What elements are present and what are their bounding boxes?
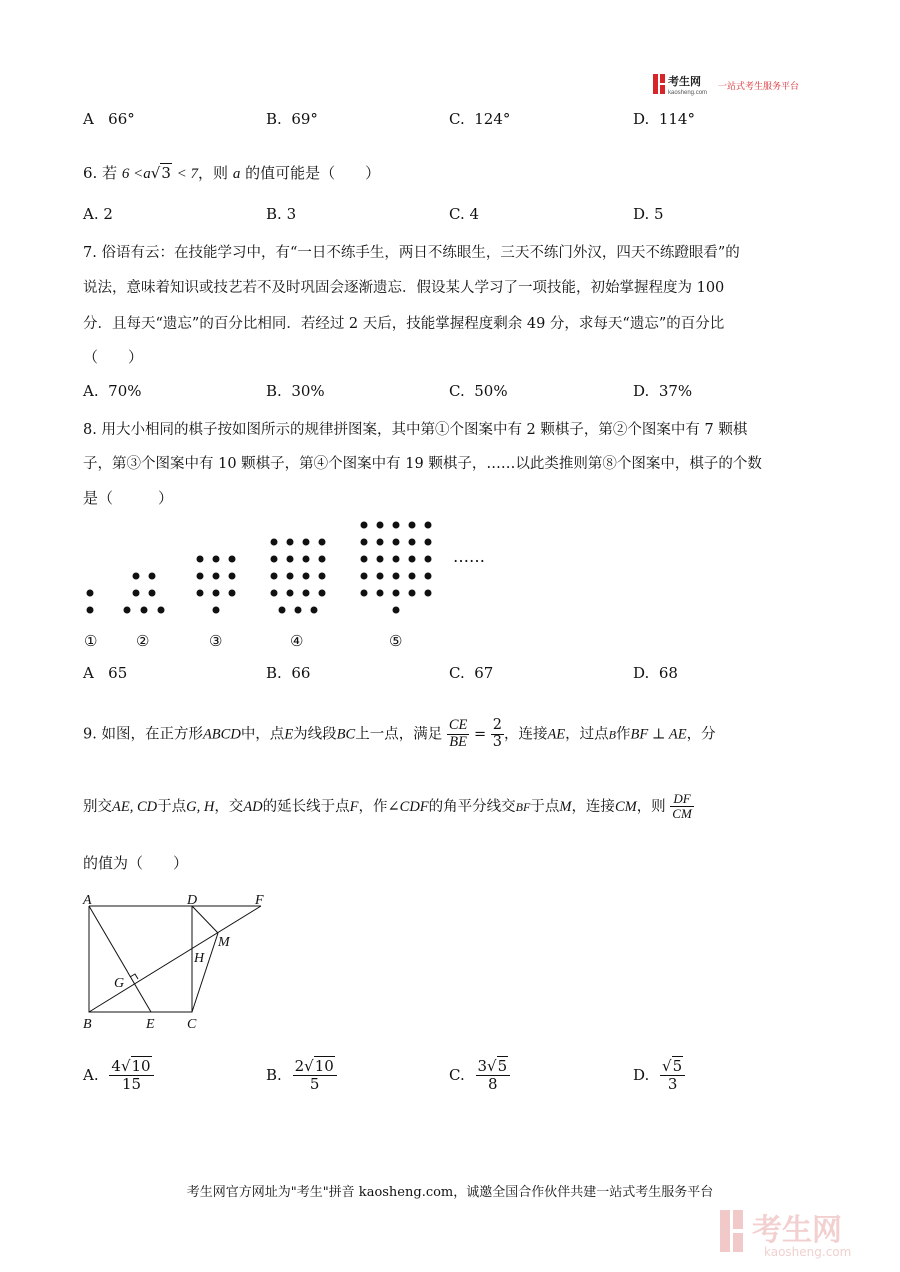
q6-option-d[interactable]: D. 5 <box>633 205 664 223</box>
q8-option-b[interactable]: B. 66 <box>266 664 311 682</box>
header-logo <box>652 72 817 98</box>
q9-geometry-figure <box>78 888 278 1036</box>
q7-option-c[interactable]: C. 50% <box>449 382 508 400</box>
q5-option-d[interactable]: D. 114° <box>633 110 695 128</box>
q6-option-b[interactable]: B. 3 <box>266 205 297 223</box>
label-b: B <box>83 1017 92 1032</box>
q7-line-1: 7. 俗语有云：在技能学习中，有“一日不练手生，两日不练眼生，三天不练门外汉，四天不练蹬眼看”的 <box>83 245 740 261</box>
footer-text: 考生网官方网址为"考生"拼音 kaosheng.com，诚邀全国合作伙伴共建一站式考生服务平台 <box>186 1185 714 1200</box>
segment-bf <box>89 906 261 1012</box>
pattern-2 <box>124 573 165 614</box>
q9-option-c[interactable]: C. $\frac{3√5}{8}$ <box>449 1058 510 1092</box>
label-c: C <box>187 1017 197 1032</box>
label-h: H <box>194 951 205 966</box>
q5-option-a[interactable]: A 66° <box>83 110 135 128</box>
pattern-3 <box>197 556 236 614</box>
logo-url: kaosheng.com <box>668 90 708 96</box>
q7-line-4: （ ） <box>83 348 144 366</box>
q8-line-3: 是（ ） <box>83 489 174 507</box>
pattern-label-2: ② <box>136 632 150 650</box>
q9-line-2: 别交AE, CD于点G, H，交AD的延长线于点F，作∠CDF的角平分线交BF于点M，连接CM，则 $\frac{DF}{CM}$ <box>83 791 692 822</box>
label-a: A <box>83 893 92 908</box>
segment-dm <box>192 906 218 933</box>
pattern-label-1: ① <box>84 632 98 650</box>
q6-stem: 6. 若 6 <a√3 < 7，则 a 的值可能是（ ） <box>83 164 381 182</box>
pattern-label-5: ⑤ <box>389 632 403 650</box>
square-abcd <box>89 906 192 1012</box>
q9-option-a[interactable]: A. $\frac{4√10}{15}$ <box>83 1058 154 1092</box>
q7-option-d[interactable]: D. 37% <box>633 382 693 400</box>
q7-option-a[interactable]: A. 70% <box>83 382 142 400</box>
pattern-label-4: ④ <box>290 632 304 650</box>
q8-dot-patterns <box>75 510 515 620</box>
logo-icon <box>652 72 817 98</box>
watermark-name: 考生网 <box>752 1213 842 1248</box>
watermark-icon <box>716 1204 886 1260</box>
label-d: D <box>187 893 198 908</box>
pattern-4 <box>271 539 326 614</box>
label-g: G <box>114 976 125 991</box>
pattern-5 <box>361 522 432 614</box>
label-e: E <box>146 1017 155 1032</box>
q5-option-b[interactable]: B. 69° <box>266 110 318 128</box>
q9-option-b[interactable]: B. $\frac{2√10}{5}$ <box>266 1058 337 1092</box>
label-f: F <box>255 893 264 908</box>
q9-line-1: 9. 如图，在正方形ABCD中，点E为线段BC上一点，满足 $\frac{CE}{BE}$ = $\frac{2}{3}$ ，连接AE，过点B作BF ⊥ AE，分 <box>83 717 716 750</box>
q8-option-d[interactable]: D. 68 <box>633 664 678 682</box>
segment-cm <box>192 933 218 1012</box>
q8-option-a[interactable]: A 65 <box>83 664 128 682</box>
q6-option-a[interactable]: A. 2 <box>83 205 113 223</box>
q7-line-2: 说法，意味着知识或技艺若不及时巩固会逐渐遗忘．假设某人学习了一项技能，初始掌握程度为 100 <box>83 280 725 296</box>
q6-option-c[interactable]: C. 4 <box>449 205 480 223</box>
q8-option-c[interactable]: C. 67 <box>449 664 494 682</box>
q9-line-3: 的值为（ ） <box>83 854 189 872</box>
q7-line-3: 分．且每天“遗忘”的百分比相同．若经过 2 天后，技能掌握程度剩余 49 分，求每天“遗忘”的百分比 <box>83 316 725 332</box>
q8-line-1: 8. 用大小相同的棋子按如图所示的规律拼图案，其中第①个图案中有 2 颗棋子，第②个图案中有 7 颗棋 <box>83 422 748 438</box>
watermark-logo <box>716 1204 886 1260</box>
q5-option-c[interactable]: C. 124° <box>449 110 511 128</box>
q8-line-2: 子，第③个图案中有 10 颗棋子，第④个图案中有 19 颗棋子，……以此类推则第⑧个图案中，棋子的个数 <box>83 456 762 472</box>
logo-slogan: 一站式考生服务平台 <box>718 81 800 91</box>
pattern-1 <box>87 590 94 614</box>
segment-ae <box>89 906 151 1012</box>
pattern-ellipsis: …… <box>453 547 485 566</box>
label-m: M <box>218 935 230 950</box>
q9-option-d[interactable]: D. $\frac{√5}{3}$ <box>633 1058 685 1092</box>
q7-option-b[interactable]: B. 30% <box>266 382 325 400</box>
watermark-url: kaosheng.com <box>764 1245 852 1259</box>
pattern-label-3: ③ <box>209 632 223 650</box>
logo-name: 考生网 <box>668 76 701 88</box>
